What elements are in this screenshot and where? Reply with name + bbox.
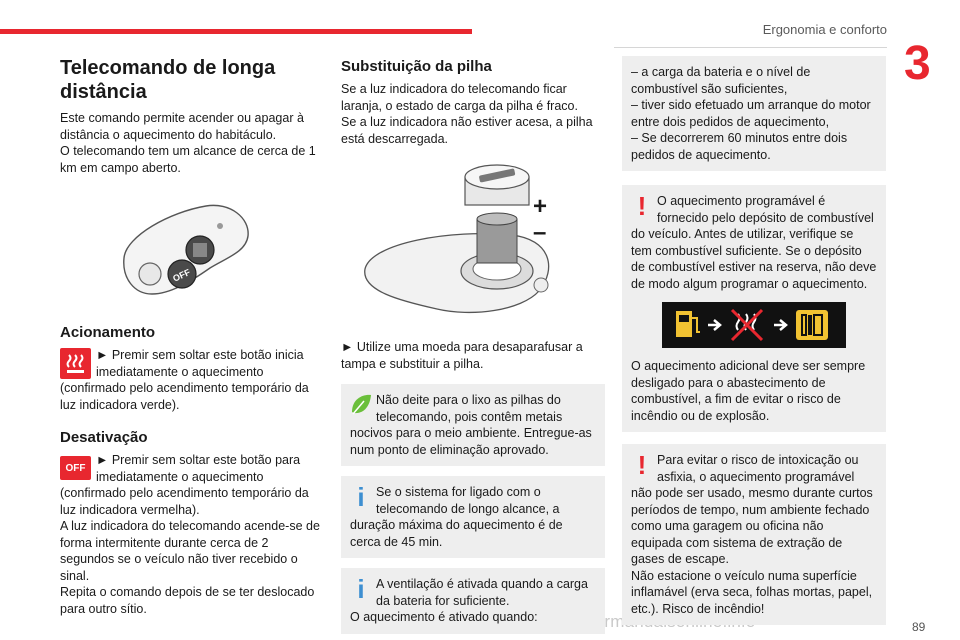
- eco-note: [341, 384, 605, 466]
- off-icon: OFF: [60, 456, 91, 480]
- info-icon: i: [357, 574, 365, 604]
- section-title: Ergonomia e conforto: [762, 22, 887, 37]
- warning-fuel-extra: O aquecimento adicional deve ser sempre desligado para o abastecimento de combustível, a fim de evitar o risco de incêndio ou de explosão.: [631, 359, 866, 423]
- warning-intoxication-text: Para evitar o risco de intoxicação ou asfixia, o aquecimento programável não pode ser usado, mesmo durante curtos períodos de tempo, num ambiente fechado como uma garagem ou oficina não equipada com sistema de extração de gases de escape. Não estacione o veículo numa superfície inflamável (erva seca, folhas mortas, papel, etc.). Risco de incêndio!: [631, 453, 873, 616]
- deactivation-step: [60, 452, 322, 518]
- heading-activation: Acionamento: [60, 324, 156, 341]
- intro-text: Este comando permite acender ou apagar à distância o aquecimento do habitáculo. O telecomando tem um alcance de cerca de 1 km em campo aberto.: [60, 111, 316, 175]
- coin-instruction: ► Utilize uma moeda para desaparafusar a tampa e substituir a pilha.: [341, 340, 583, 371]
- chapter-number: 3: [904, 37, 931, 90]
- header-divider: [614, 47, 887, 48]
- deactivation-text: ► Premir sem soltar este botão para imediatamente o aquecimento (confirmado pelo acendimento temporário da luz indicadora vermelha).: [60, 453, 309, 517]
- header-accent-bar: [0, 29, 472, 34]
- warning-intoxication: [622, 444, 886, 625]
- page-heading: Telecomando de longa distância: [60, 57, 276, 103]
- activation-text: ► Premir sem soltar este botão inicia imediatamente o aquecimento (confirmado pelo acendimento temporário da luz indicadora verde).: [60, 348, 309, 412]
- remote-control-icon: [60, 192, 322, 314]
- heading-battery-replacement: Substituição da pilha: [341, 58, 492, 75]
- warning-fuel: [622, 185, 886, 432]
- activation-step: [60, 347, 322, 413]
- conditions-text: – a carga da bateria e o nível de combustível são suficientes, – tiver sido efetuado um arranque do motor entre dois pedidos de aquecimento, – Se decorrerem 60 minutos entre dois pedidos de aquecimento.: [631, 65, 871, 162]
- battery-cover-icon: [341, 159, 605, 331]
- info-note-ventilation: [341, 568, 605, 634]
- battery-illustration: [341, 159, 605, 331]
- column-battery: [341, 56, 605, 634]
- plus-label: +: [533, 193, 548, 220]
- info-note-duration: [341, 476, 605, 558]
- deactivation-extra-text: A luz indicadora do telecomando acende-se de forma intermitente durante cerca de 2 segundos se o veículo não tiver recebido o sinal. Repita o comando depois de se ter deslocado para outro sítio.: [60, 519, 320, 616]
- heater-on-icon: [60, 348, 91, 379]
- battery-status-text: Se a luz indicadora do telecomando ficar laranja, o estado de carga da pilha é fraco. Se a luz indicadora não estiver acesa, a pilha está descarregada.: [341, 82, 593, 146]
- warning-fuel-text: O aquecimento programável é fornecido pelo depósito de combustível do veículo. Antes de utilizar, verifique se tem combustível suficiente. Se o depósito de combustível estiver na reserva, não deve de modo algum programar o aquecimento.: [631, 194, 877, 291]
- remote-off-text: OFF: [171, 266, 192, 284]
- eco-note-text: Não deite para o lixo as pilhas do telecomando, pois contêm metais nocivos para o meio ambiente. Entregue-as num ponto de eliminação aprovado.: [350, 393, 592, 457]
- remote-illustration: [60, 192, 322, 314]
- leaf-icon: [350, 392, 372, 422]
- warning-icon: !: [637, 450, 647, 480]
- info-icon: i: [357, 482, 365, 512]
- column-remote-control: [60, 56, 322, 617]
- info-note-duration-text: Se o sistema for ligado com o telecomando de longo alcance, a duração máxima do aquecimento é de cerca de 45 min.: [350, 485, 563, 549]
- column-warnings: [622, 56, 886, 625]
- info-note-ventilation-text: A ventilação é ativada quando a carga da bateria for suficiente. O aquecimento é ativado quando:: [350, 577, 588, 624]
- page-number: 89: [912, 620, 926, 634]
- warning-icon: !: [637, 191, 647, 221]
- refuel-pictogram: [662, 302, 846, 348]
- heading-deactivation: Desativação: [60, 429, 148, 446]
- conditions-list: [622, 56, 886, 171]
- minus-label: –: [533, 219, 547, 246]
